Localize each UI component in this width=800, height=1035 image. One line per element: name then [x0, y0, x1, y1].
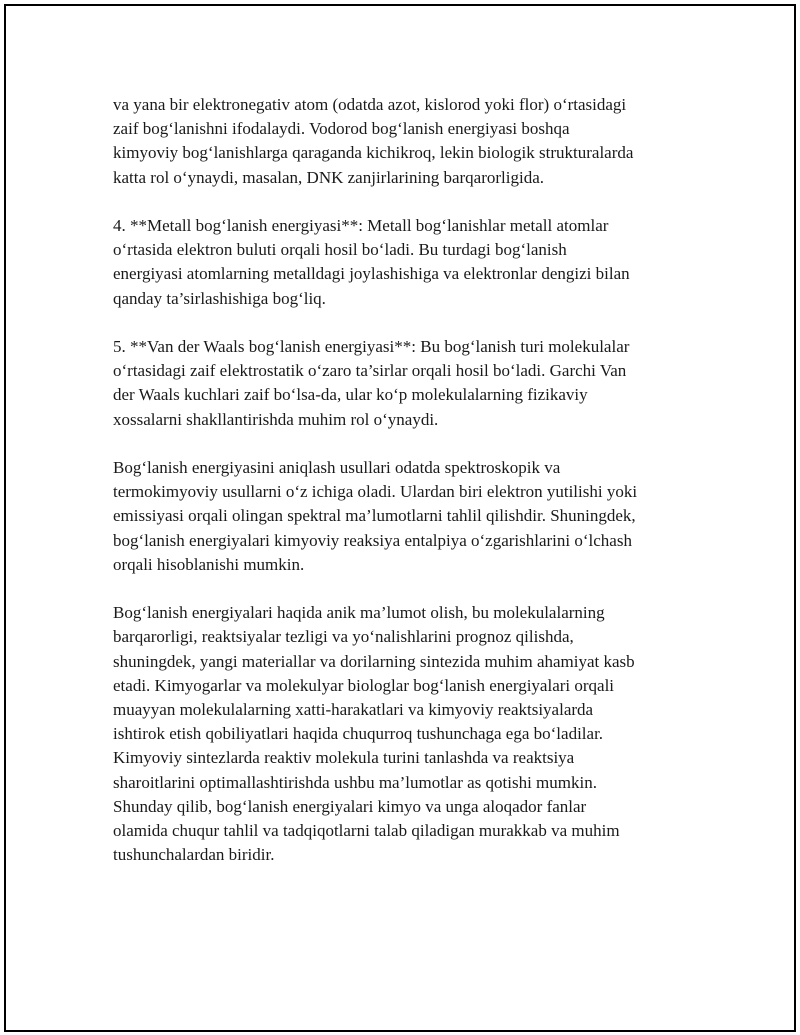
document-body	[113, 93, 693, 892]
text-line: sharoitlarini optimallashtirishda ushbu ma’lumotlar as qotishi mumkin.	[113, 772, 597, 792]
text-line: tushunchalardan biridir.	[113, 845, 275, 865]
text-line: emissiyasi orqali olingan spektral ma’lumotlarni tahlil qilishdir. Shuningdek,	[113, 506, 636, 526]
text-line: termokimyoviy usullarni o‘z ichiga oladi. Ulardan biri elektron yutilishi yoki	[113, 482, 638, 502]
text-line: 5. **Van der Waals bog‘lanish energiyasi**: Bu bog‘lanish turi molekulalar	[113, 337, 630, 356]
text-line: qanday ta’sirlashishiga bog‘liq.	[113, 288, 326, 308]
text-line: olamida chuqur tahlil va tadqiqotlarni talab qiladigan murakkab va muhim	[113, 821, 620, 841]
text-line: zaif bog‘lanishni ifodalaydi. Vodorod bog‘lanish energiyasi boshqa	[113, 119, 570, 139]
paragraph-measurement-methods	[113, 456, 693, 577]
text-line: muayyan molekulalarning xatti-harakatlari va kimyoviy reaktsiyalarda	[113, 700, 594, 720]
paragraph-van-der-waals	[113, 335, 693, 432]
text-line: orqali hisoblanishi mumkin.	[113, 554, 305, 574]
paragraph-metallic-bond	[113, 214, 693, 311]
text-line: Shunday qilib, bog‘lanish energiyalari kimyo va unga aloqador fanlar	[113, 796, 587, 816]
text-line: Bog‘lanish energiyalari haqida anik ma’lumot olish, bu molekulalarning	[113, 603, 605, 623]
text-line: etadi. Kimyogarlar va molekulyar biologlar bog‘lanish energiyalari orqali	[113, 675, 615, 695]
text-line: kimyoviy bog‘lanishlarga qaraganda kichikroq, lekin biologik strukturalarda	[113, 143, 634, 163]
text-line: va yana bir elektronegativ atom (odatda azot, kislorod yoki flor) o‘rtasidagi	[113, 95, 627, 114]
text-line: energiyasi atomlarning metalldagi joylashishiga va elektronlar dengizi bilan	[113, 264, 630, 284]
text-line: Kimyoviy sintezlarda reaktiv molekula turini tanlashda va reaktsiya	[113, 748, 575, 768]
paragraph-conclusion	[113, 601, 693, 867]
text-line: 4. **Metall bog‘lanish energiyasi**: Metall bog‘lanishlar metall atomlar	[113, 216, 609, 235]
text-line: shuningdek, yangi materiallar va dorilarning sintezida muhim ahamiyat kasb	[113, 651, 635, 671]
text-line: bog‘lanish energiyalari kimyoviy reaksiya entalpiya o‘zgarishlarini o‘lchash	[113, 530, 632, 550]
text-line: der Waals kuchlari zaif bo‘lsa-da, ular ko‘p molekulalarning fizikaviy	[113, 385, 588, 405]
text-line: Bog‘lanish energiyasini aniqlash usullari odatda spektroskopik va	[113, 458, 561, 477]
text-line: barqarorligi, reaktsiyalar tezligi va yo‘nalishlarini prognoz qilishda,	[113, 627, 574, 647]
paragraph-hydrogen-bond	[113, 93, 693, 190]
text-line: xossalarni shakllantirishda muhim rol o‘ynaydi.	[113, 409, 439, 429]
text-line: katta rol o‘ynaydi, masalan, DNK zanjirlarining barqarorligida.	[113, 167, 544, 187]
text-line: ishtirok etish qobiliyatlari haqida chuqurroq tushunchaga ega bo‘ladilar.	[113, 724, 604, 744]
text-line: o‘rtasidagi zaif elektrostatik o‘zaro ta’sirlar orqali hosil bo‘ladi. Garchi Van	[113, 361, 627, 381]
text-line: o‘rtasida elektron buluti orqali hosil bo‘ladi. Bu turdagi bog‘lanish	[113, 240, 567, 260]
